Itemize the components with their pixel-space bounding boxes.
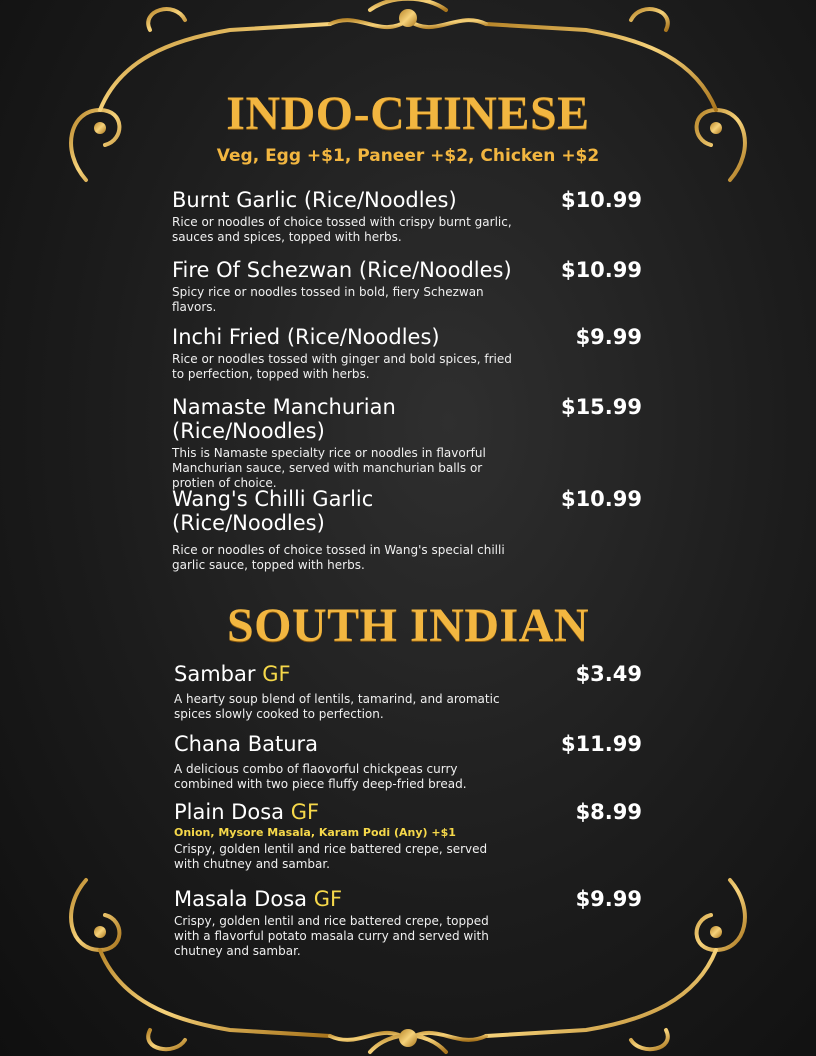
section-subtitle-add-ons: Veg, Egg +$1, Paneer +$2, Chicken +$2	[216, 146, 600, 166]
item-name: Masala Dosa	[174, 887, 308, 911]
item-price: $15.99	[560, 395, 642, 419]
gluten-free-badge: GF	[290, 800, 320, 824]
gluten-free-badge: GF	[262, 662, 291, 686]
section-title-indo-chinese: INDO-CHINESE	[226, 87, 590, 140]
item-description: Rice or noodles of choice tossed with crispy burnt garlic, sauces and spices, topped with herbs.	[172, 215, 512, 244]
item-description: Rice or noodles of choice tossed in Wang's special chilli garlic sauce, topped with herbs.	[172, 543, 505, 572]
item-description: Rice or noodles tossed with ginger and bold spices, fried to perfection, topped with herbs.	[172, 352, 512, 381]
item-price: $10.99	[560, 487, 642, 511]
item-price: $11.99	[560, 732, 642, 756]
item-description: Spicy rice or noodles tossed in bold, fiery Schezwan flavors.	[172, 285, 484, 314]
item-description: A delicious combo of flaovorful chickpeas curry combined with two piece fluffy deep-fried bread.	[174, 762, 467, 791]
item-price: $9.99	[575, 325, 642, 349]
item-name: Fire Of Schezwan (Rice/Noodles)	[172, 258, 512, 282]
item-price: $3.49	[575, 662, 642, 686]
item-description: Crispy, golden lentil and rice battered crepe, served with chutney and sambar.	[174, 842, 488, 871]
item-description: A hearty soup blend of lentils, tamarind, and aromatic spices slowly cooked to perfection.	[174, 692, 500, 721]
item-price: $10.99	[560, 258, 642, 282]
gluten-free-badge: GF	[313, 887, 343, 911]
item-price: $10.99	[560, 188, 642, 212]
item-description: Crispy, golden lentil and rice battered crepe, topped with a flavorful potato masala curry and served with chutney and sambar.	[174, 914, 489, 958]
item-name: Inchi Fried (Rice/Noodles)	[172, 325, 440, 349]
section-title-south-indian: SOUTH INDIAN	[226, 599, 590, 652]
item-name: Wang's Chilli Garlic (Rice/Noodles)	[172, 487, 374, 535]
item-description: This is Namaste specialty rice or noodles in flavorful Manchurian sauce, served with manchurian balls or protien of choice.	[172, 446, 486, 490]
item-add-on-option: Onion, Mysore Masala, Karam Podi (Any) +$1	[174, 826, 456, 839]
item-name: Chana Batura	[174, 732, 319, 756]
item-name: Plain Dosa	[174, 800, 285, 824]
item-name: Burnt Garlic (Rice/Noodles)	[172, 188, 457, 212]
item-name: Namaste Manchurian (Rice/Noodles)	[172, 395, 396, 443]
item-price: $9.99	[575, 887, 642, 911]
item-name: Sambar	[174, 662, 256, 686]
item-price: $8.99	[575, 800, 642, 824]
